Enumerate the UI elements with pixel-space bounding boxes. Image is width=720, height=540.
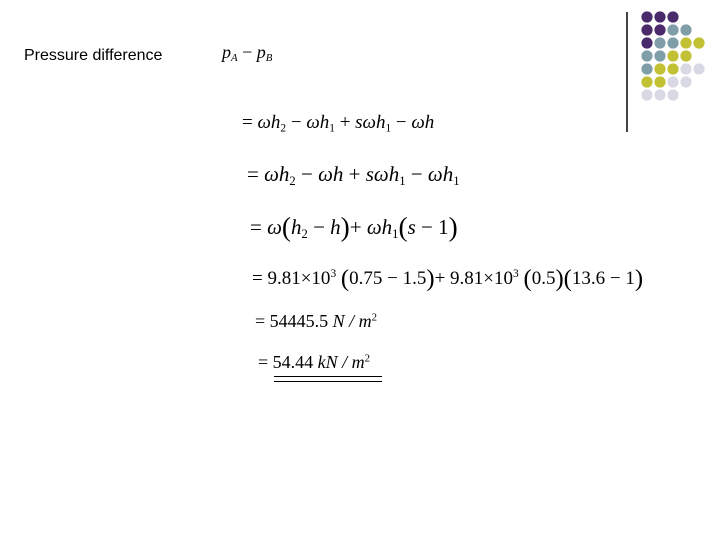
decorative-dot [680, 24, 691, 35]
decorative-dot [680, 63, 691, 74]
decorative-dot [654, 63, 665, 74]
decorative-dot [680, 76, 691, 87]
decorative-dot [641, 50, 652, 61]
decorative-dot [667, 63, 678, 74]
decorative-dot [680, 50, 691, 61]
decorative-dot [667, 24, 678, 35]
decorative-dot [641, 11, 652, 22]
result-double-underline [274, 376, 382, 382]
decorative-dot [641, 37, 652, 48]
decorative-dot [693, 37, 704, 48]
equation-step-3: = $\omega(h_2 - h)+ \omega h_1(s - 1)$ [250, 212, 458, 242]
decorative-dot [693, 63, 704, 74]
decorative-dot [654, 11, 665, 22]
decorative-dot [641, 24, 652, 35]
equation-step-4: = $9.81\times 10^3$ $(0.75 - 1.5)+ 9.81\times 10^3$ (0.5)(13.6 − 1) [252, 265, 644, 292]
decorative-dot [667, 76, 678, 87]
decorative-dot [641, 89, 652, 100]
decorative-dot [654, 24, 665, 35]
decorative-dot [667, 11, 678, 22]
decorative-dot-grid [0, 0, 720, 130]
equation-result: = 54.44 kN / $m^2$ [258, 352, 371, 372]
decorative-dot [680, 37, 691, 48]
equation-step-5: = 54445.5 N / $m^2$ [255, 311, 378, 331]
slide-title: Pressure difference [24, 47, 163, 64]
equation-step-1: = $\omega h_2 - \omega h_1 + s\omega h_1 - \omega h$ [242, 112, 435, 135]
decorative-dot [654, 50, 665, 61]
decorative-dot [654, 89, 665, 100]
decorative-dot [667, 50, 678, 61]
equation-step-2: = $\omega h_2 - \omega h + s\omega h_1 - \omega h_1$ [247, 162, 460, 188]
decorative-dot [667, 89, 678, 100]
equation-pa-minus-pb: $p_A - p_B$ [222, 42, 273, 65]
decorative-dot [667, 37, 678, 48]
decorative-dot [654, 37, 665, 48]
decorative-dot [654, 76, 665, 87]
decorative-dot [641, 76, 652, 87]
decorative-dot [641, 63, 652, 74]
